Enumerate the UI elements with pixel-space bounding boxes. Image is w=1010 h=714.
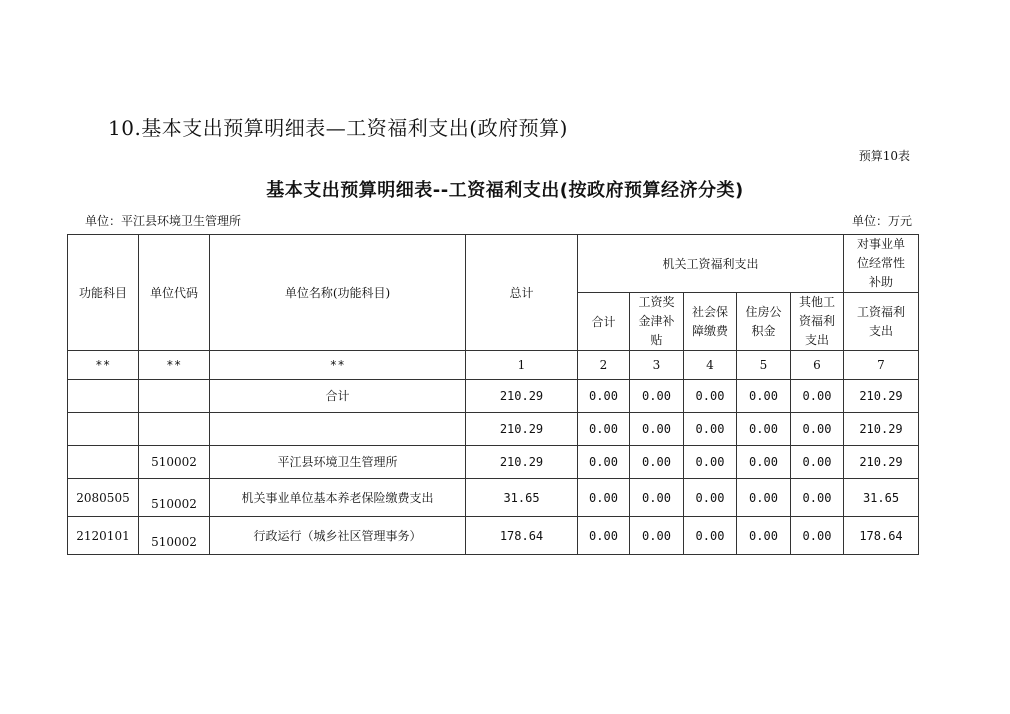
cell-subsidy: 210.29 [844, 413, 919, 446]
cell-code [139, 413, 210, 446]
cell-name: 行政运行（城乡社区管理事务） [210, 517, 466, 555]
table-row [68, 380, 919, 413]
index-cell: 2 [578, 351, 630, 380]
table-number: 预算10表 [858, 149, 910, 163]
header-sub-social: 社会保障缴费 [684, 293, 737, 351]
table-row [68, 413, 919, 446]
cell-sum: 0.00 [578, 479, 630, 517]
header-code: 单位代码 [139, 235, 210, 351]
cell-subject [68, 446, 139, 479]
cell-total: 210.29 [466, 446, 578, 479]
cell-subject: 2120101 [68, 517, 139, 555]
cell-other: 0.00 [791, 479, 844, 517]
cell-subsidy: 31.65 [844, 479, 919, 517]
index-cell: ** [210, 351, 466, 380]
header-row-1 [68, 235, 919, 293]
cell-social: 0.00 [684, 413, 737, 446]
table-row [68, 446, 919, 479]
index-cell: ** [139, 351, 210, 380]
cell-sum: 0.00 [578, 517, 630, 555]
cell-housing: 0.00 [737, 479, 791, 517]
cell-name: 机关事业单位基本养老保险缴费支出 [210, 479, 466, 517]
table-row [68, 479, 919, 517]
cell-name: 平江县环境卫生管理所 [210, 446, 466, 479]
cell-total: 31.65 [466, 479, 578, 517]
header-agency-group: 机关工资福利支出 [578, 235, 844, 293]
index-row [68, 351, 919, 380]
cell-sum: 0.00 [578, 446, 630, 479]
header-sub-sum: 合计 [578, 293, 630, 351]
cell-sum: 0.00 [578, 413, 630, 446]
cell-subsidy: 210.29 [844, 446, 919, 479]
cell-salary: 0.00 [630, 413, 684, 446]
cell-name [210, 413, 466, 446]
cell-total: 210.29 [466, 380, 578, 413]
cell-other: 0.00 [791, 446, 844, 479]
cell-subsidy: 210.29 [844, 380, 919, 413]
cell-housing: 0.00 [737, 380, 791, 413]
cell-social: 0.00 [684, 380, 737, 413]
index-cell: 6 [791, 351, 844, 380]
cell-subject [68, 380, 139, 413]
header-total: 总计 [466, 235, 578, 351]
cell-subject [68, 413, 139, 446]
table-title: 基本支出预算明细表--工资福利支出(按政府预算经济分类) [266, 180, 744, 201]
unit-currency: 单位：万元 [851, 214, 912, 228]
index-cell: 3 [630, 351, 684, 380]
cell-social: 0.00 [684, 446, 737, 479]
cell-other: 0.00 [791, 380, 844, 413]
unit-organization: 单位：平江县环境卫生管理所 [85, 214, 242, 228]
header-name: 单位名称(功能科目) [210, 235, 466, 351]
header-subject: 功能科目 [68, 235, 139, 351]
cell-salary: 0.00 [630, 446, 684, 479]
page-heading: 10.基本支出预算明细表—工资福利支出(政府预算) [108, 116, 568, 140]
index-cell: 1 [466, 351, 578, 380]
cell-housing: 0.00 [737, 413, 791, 446]
header-subsidy-group: 对事业单位经常性补助 [844, 235, 919, 293]
cell-code [139, 380, 210, 413]
cell-salary: 0.00 [630, 479, 684, 517]
header-sub-subsidy-salary: 工资福利支出 [844, 293, 919, 351]
index-cell: 7 [844, 351, 919, 380]
cell-housing: 0.00 [737, 517, 791, 555]
cell-sum: 0.00 [578, 380, 630, 413]
table-row [68, 517, 919, 555]
cell-other: 0.00 [791, 517, 844, 555]
cell-other: 0.00 [791, 413, 844, 446]
header-sub-housing: 住房公积金 [737, 293, 791, 351]
cell-code: 510002 [139, 517, 210, 555]
budget-table [67, 234, 919, 555]
header-sub-salary: 工资奖金津补贴 [630, 293, 684, 351]
cell-subsidy: 178.64 [844, 517, 919, 555]
index-cell: 5 [737, 351, 791, 380]
cell-salary: 0.00 [630, 517, 684, 555]
index-cell: ** [68, 351, 139, 380]
header-sub-other: 其他工资福利支出 [791, 293, 844, 351]
cell-social: 0.00 [684, 517, 737, 555]
cell-total: 178.64 [466, 517, 578, 555]
cell-social: 0.00 [684, 479, 737, 517]
cell-subject: 2080505 [68, 479, 139, 517]
cell-code: 510002 [139, 479, 210, 517]
cell-code: 510002 [139, 446, 210, 479]
index-cell: 4 [684, 351, 737, 380]
cell-salary: 0.00 [630, 380, 684, 413]
cell-name: 合计 [210, 380, 466, 413]
cell-housing: 0.00 [737, 446, 791, 479]
cell-total: 210.29 [466, 413, 578, 446]
